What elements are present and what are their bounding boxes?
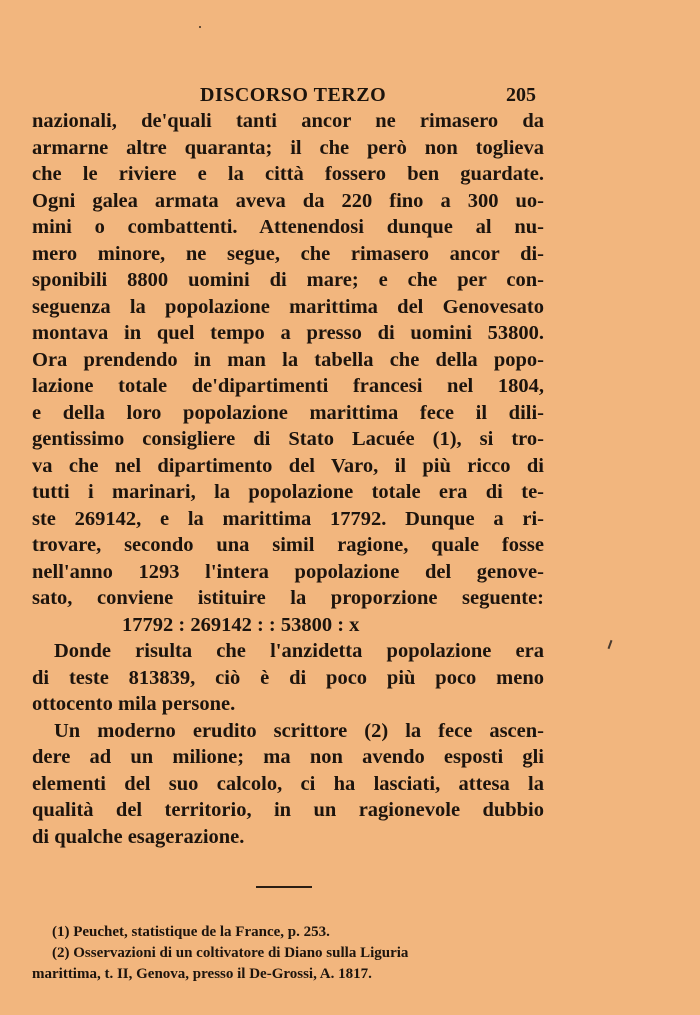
text-line: lazione totale de'dipartimenti francesi nel 1804, [32, 375, 544, 397]
text-line: mini o combattenti. Attenendosi dunque al nu- [32, 216, 544, 238]
text-line: trovare, secondo una simil ragione, quale fosse [32, 534, 544, 556]
text-line: armarne altre quaranta; il che però non toglieva [32, 136, 544, 159]
text-line: mero minore, ne segue, che rimasero ancor di- [32, 242, 544, 265]
footnote-2: (2) Osservazioni di un coltivatore di Diano sulla Liguria [52, 945, 409, 961]
proportion-formula: 17792 : 269142 : : 53800 : x [122, 613, 360, 636]
margin-mark [608, 640, 613, 649]
text-line: Donde risulta che l'anzidetta popolazione era [54, 640, 544, 662]
footnotes [32, 922, 544, 985]
text-line: gentissimo consigliere di Stato Lacuée (1), si tro- [32, 428, 544, 450]
text-line: va che nel dipartimento del Varo, il più ricco di [32, 454, 544, 477]
text-line: nell'anno 1293 l'intera popolazione del genove- [32, 560, 544, 583]
text-line: sato, conviene istituire la proporzione seguente: [32, 587, 544, 609]
body-text [32, 108, 544, 850]
text-line: di qualche esagerazione. [32, 825, 245, 848]
footnote-divider [256, 886, 312, 888]
text-line: nazionali, de'quali tanti ancor ne rimasero da [32, 110, 544, 132]
text-line: ste 269142, e la marittima 17792. Dunque a ri- [32, 507, 544, 530]
text-line: e della loro popolazione marittima fece il dili- [32, 401, 544, 424]
text-line: elementi del suo calcolo, ci ha lasciati, attesa la [32, 772, 544, 795]
text-line: seguenza la popolazione marittima del Genovesato [32, 295, 544, 318]
text-line: Ogni galea armata aveva da 220 fino a 300 uo- [32, 189, 544, 212]
text-line: qualità del territorio, in un ragionevole dubbio [32, 799, 544, 821]
running-title: DISCORSO TERZO [200, 84, 387, 106]
footnote-2-continuation: marittima, t. II, Genova, presso il De-Grossi, A. 1817. [32, 966, 372, 982]
speck-mark [199, 26, 201, 28]
text-line: Un moderno erudito scrittore (2) la fece ascen- [54, 719, 544, 742]
footnote-1: (1) Peuchet, statistique de la France, p. 253. [52, 924, 330, 940]
text-line: di teste 813839, ciò è di poco più poco meno [32, 666, 544, 689]
text-line: sponibili 8800 uomini di mare; e che per con- [32, 269, 544, 291]
page-number: 205 [506, 84, 536, 106]
text-line: tutti i marinari, la popolazione totale era di te- [32, 481, 544, 503]
text-line: montava in quel tempo a presso di uomini 53800. [32, 322, 544, 344]
text-line: che le riviere e la città fossero ben guardate. [32, 163, 544, 185]
text-line: dere ad un milione; ma non avendo esposti gli [32, 746, 544, 768]
text-line: ottocento mila persone. [32, 693, 236, 715]
text-line: Ora prendendo in man la tabella che della popo- [32, 348, 544, 371]
